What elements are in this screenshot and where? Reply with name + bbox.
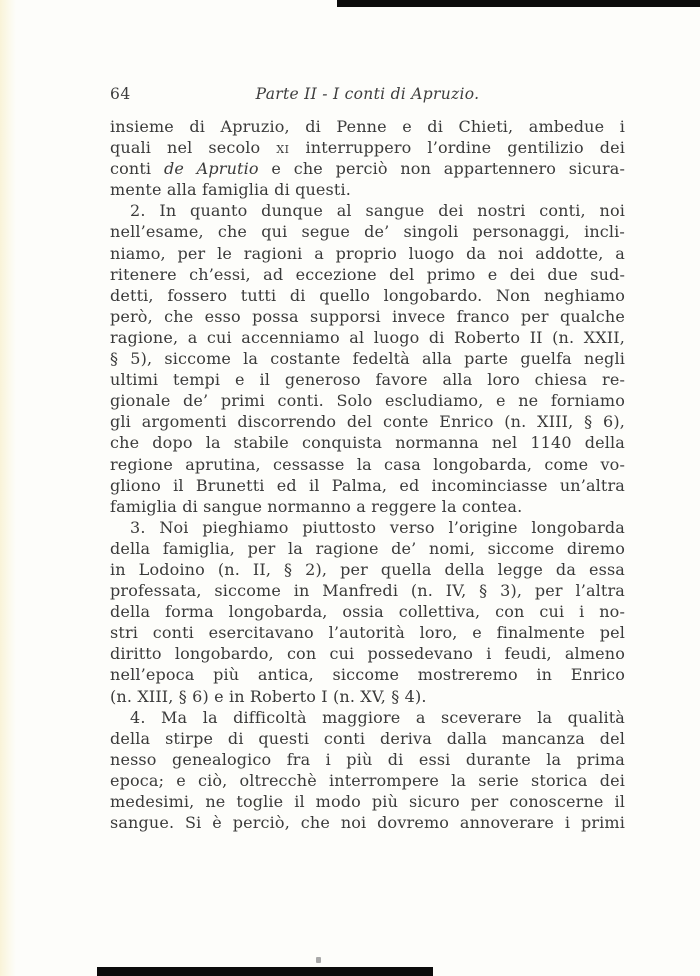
text-line: insieme di Apruzio, di Penne e di Chieti, ambedue i [110, 117, 625, 136]
text-line: della stirpe di questi conti deriva dalla mancanza del [110, 728, 625, 748]
text-line: che dopo la stabile conquista normanna nel 1140 della [110, 433, 625, 453]
text-line: professata, siccome in Manfredi (n. IV, § 3), per l’altra [110, 581, 625, 601]
left-edge-scan-tint [0, 0, 16, 976]
italic-text: de Aprutio [163, 159, 259, 179]
text-line: 4. Ma la difficoltà maggiore a sceverare la qualità [130, 707, 625, 727]
text-line: famiglia di sangue normanno a reggere la contea. [110, 496, 523, 516]
text-line: della forma longobarda, ossia collettiva, con cui i no- [110, 602, 625, 622]
text-line: 2. In quanto dunque al sangue dei nostri conti, noi [130, 201, 625, 221]
text-line: (n. XIII, § 6) e in Roberto I (n. XV, § 4). [110, 686, 427, 706]
text-line: nell’epoca più antica, siccome mostreremo in Enrico [110, 665, 625, 685]
text-line: ultimi tempi e il generoso favore alla loro chiesa re- [110, 370, 625, 390]
text-line: sangue. Si è perciò, che noi dovremo annoverare i primi [110, 813, 625, 833]
text-line: della famiglia, per la ragione de’ nomi, siccome diremo [110, 538, 625, 558]
scan-artifact-top-bar [337, 0, 700, 7]
text-line: medesimi, ne toglie il modo più sicuro per conoscerne il [110, 792, 625, 811]
text-line: gli argomenti discorrendo del conte Enrico (n. XIII, § 6), [110, 412, 625, 432]
text-line: regione aprutina, cessasse la casa longobarda, come vo- [110, 454, 625, 474]
text-line: conti de Aprutio e che perciò non appartennero sicura- [110, 159, 625, 179]
text-line: 3. Noi pieghiamo piuttosto verso l’origine longobarda [130, 517, 625, 537]
text-line: epoca; e ciò, oltrecchè interrompere la serie storica dei [110, 770, 625, 790]
text-line: § 5), siccome la costante fedeltà alla parte guelfa negli [110, 349, 625, 369]
text-block [110, 116, 625, 833]
scan-speck [316, 957, 321, 963]
scan-artifact-bottom-bar [97, 967, 433, 976]
running-title: Parte II - I conti di Apruzio. [255, 85, 480, 103]
text-line: ragione, a cui accenniamo al luogo di Roberto II (n. XXII, [110, 327, 625, 347]
text-line: nell’esame, che qui segue de’ singoli personaggi, incli- [110, 222, 625, 242]
page-header [110, 85, 625, 105]
page-number: 64 [110, 85, 131, 103]
text-line: detti, fossero tutti di quello longobardo. Non neghiamo [110, 285, 625, 305]
text-line: in Lodoino (n. II, § 2), per quella della legge da essa [110, 559, 625, 579]
text-line: ritenere ch’essi, ad eccezione del primo e dei due sud- [110, 264, 625, 284]
text-line: diritto longobardo, con cui possedevano i feudi, almeno [110, 644, 625, 664]
text-line: quali nel secolo xi interruppero l’ordine gentilizio dei [110, 138, 625, 158]
text-line: gionale de’ primi conti. Solo escludiamo, e ne forniamo [110, 391, 625, 411]
text-line: mente alla famiglia di questi. [110, 180, 351, 200]
text-line: però, che esso possa supporsi invece franco per qualche [110, 306, 625, 326]
text-line: gliono il Brunetti ed il Palma, ed incominciasse un’altra [110, 475, 625, 495]
text-line: stri conti esercitavano l’autorità loro, e finalmente pel [110, 623, 625, 643]
text-line: nesso genealogico fra i più di essi durante la prima [110, 749, 625, 769]
small-caps-text: xi [276, 138, 290, 158]
text-line: niamo, per le ragioni a proprio luogo da noi addotte, a [110, 243, 625, 263]
